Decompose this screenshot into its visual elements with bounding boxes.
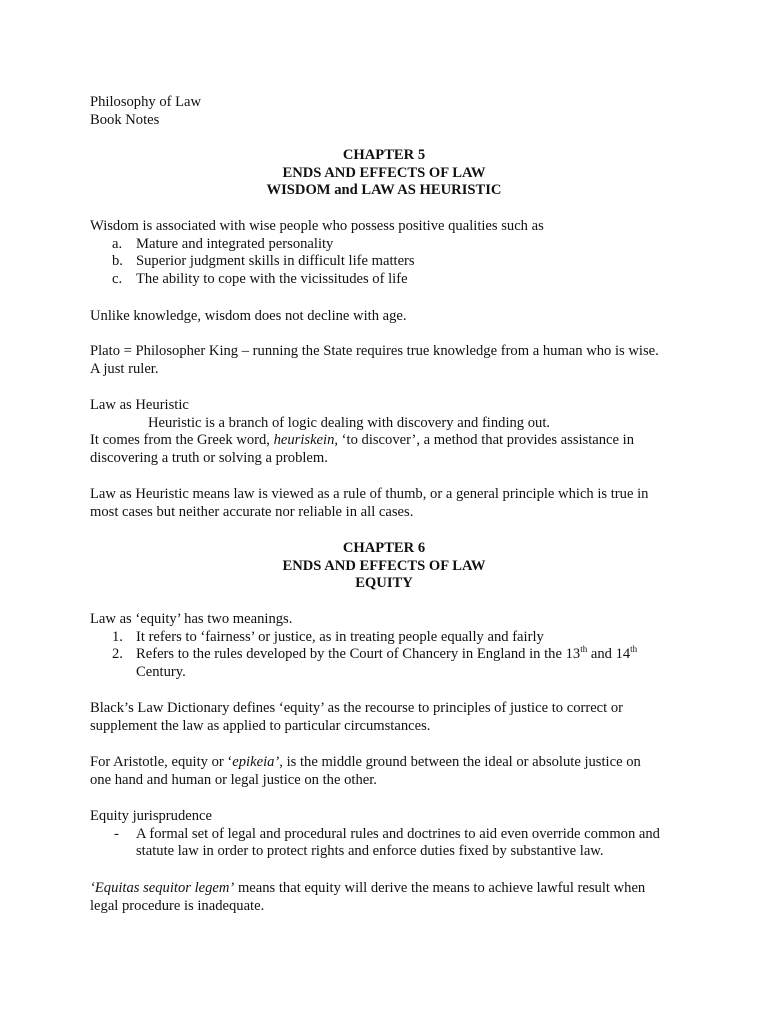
wisdom-intro: Wisdom is associated with wise people who possess positive qualities such as xyxy=(90,218,544,234)
paragraph-line: Black’s Law Dictionary defines ‘equity’ as the recourse to principles of justice to correct or xyxy=(90,700,624,716)
list-item-text: The ability to cope with the vicissitudes of life xyxy=(136,270,408,287)
text-run: , ‘to discover’, a method that provides assistance in xyxy=(334,432,635,449)
jurisprudence-section xyxy=(90,808,690,861)
list-item-text xyxy=(136,646,637,681)
rule-of-thumb-paragraph xyxy=(90,486,690,521)
chapter6-subheading: ENDS AND EFFECTS OF LAW xyxy=(282,557,486,574)
list-marker: b. xyxy=(112,253,123,270)
paragraph-line xyxy=(90,754,690,772)
list-item xyxy=(90,253,690,271)
paragraph-line: legal procedure is inadequate. xyxy=(90,897,265,914)
chapter6-heading: CHAPTER 6 xyxy=(342,540,426,556)
chapter6-topic: EQUITY xyxy=(355,575,413,592)
paragraph-line xyxy=(90,432,690,450)
chapter5-subheading: ENDS AND EFFECTS OF LAW xyxy=(282,164,486,181)
paragraph-line: A just ruler. xyxy=(90,360,159,377)
list-item-text: Mature and integrated personality xyxy=(136,235,334,252)
paragraph-line: Plato = Philosopher King – running the State requires true knowledge from a human who is wise. xyxy=(90,343,659,359)
paragraph-line: discovering a truth or solving a problem. xyxy=(90,449,328,466)
list-item-text: It refers to ‘fairness’ or justice, as in treating people equally and fairly xyxy=(136,628,544,645)
superscript: th xyxy=(630,644,638,655)
list-marker: 1. xyxy=(112,628,123,645)
paragraph-line: supplement the law as applied to particular circumstances. xyxy=(90,717,431,734)
paragraph-line: Unlike knowledge, wisdom does not decline with age. xyxy=(90,308,407,324)
list-item-text xyxy=(136,826,660,861)
maxim-paragraph xyxy=(90,880,690,915)
text-run: and 14 xyxy=(587,646,631,663)
equity-meanings-section xyxy=(90,611,690,681)
paragraph-line: Law as Heuristic means law is viewed as a rule of thumb, or a general principle which is true in xyxy=(90,486,649,502)
text-run: For Aristotle, equity or ‘ xyxy=(90,754,233,770)
wisdom-section xyxy=(90,218,690,288)
heuristic-section xyxy=(90,397,690,467)
paragraph-line: most cases but neither accurate nor reliable in all cases. xyxy=(90,503,414,520)
text-run: statute law in order to protect rights and enforce duties fixed by substantive law. xyxy=(136,843,604,860)
greek-word: epikeia’, xyxy=(232,754,283,770)
plato-paragraph xyxy=(90,343,690,378)
paragraph-line: one hand and human or legal justice on the other. xyxy=(90,771,377,788)
list-item xyxy=(90,271,690,289)
knowledge-paragraph xyxy=(90,308,690,326)
document-header xyxy=(90,94,690,129)
heuristic-title: Law as Heuristic xyxy=(90,397,189,413)
list-marker: c. xyxy=(112,270,123,287)
meanings-intro: Law as ‘equity’ has two meanings. xyxy=(90,611,293,627)
chapter5-heading-block xyxy=(84,147,684,200)
list-item xyxy=(90,826,690,861)
text-run: means that equity will derive the means to achieve lawful result when xyxy=(234,880,646,896)
aristotle-paragraph xyxy=(90,754,690,789)
list-item-text: Superior judgment skills in difficult life matters xyxy=(136,253,415,270)
list-item xyxy=(90,629,690,647)
text-run: Century. xyxy=(136,663,186,680)
document-subtitle: Book Notes xyxy=(90,111,160,128)
latin-maxim: ‘Equitas sequitor legem’ xyxy=(90,880,235,896)
jurisprudence-title: Equity jurisprudence xyxy=(90,808,212,824)
text-run: Refers to the rules developed by the Court of Chancery in England in the 13 xyxy=(136,646,581,663)
list-item xyxy=(90,646,690,681)
chapter5-heading: CHAPTER 5 xyxy=(342,147,426,163)
blacks-paragraph xyxy=(90,700,690,735)
chapter6-heading-block xyxy=(84,540,684,593)
document-title: Philosophy of Law xyxy=(90,94,202,110)
chapter5-topic: WISDOM and LAW AS HEURISTIC xyxy=(266,182,502,199)
text-run: A formal set of legal and procedural rules and doctrines to aid even override common and xyxy=(136,825,660,842)
greek-word: heuriskein xyxy=(273,432,335,449)
paragraph-line xyxy=(90,880,690,898)
heuristic-definition: Heuristic is a branch of logic dealing with discovery and finding out. xyxy=(148,414,551,431)
text-run: is the middle ground between the ideal or absolute justice on xyxy=(282,754,641,770)
list-marker: a. xyxy=(112,235,123,252)
superscript: th xyxy=(580,644,588,655)
list-marker: 2. xyxy=(112,646,123,663)
list-marker: - xyxy=(114,825,119,842)
text-run: It comes from the Greek word, xyxy=(90,432,274,449)
list-item xyxy=(90,236,690,254)
